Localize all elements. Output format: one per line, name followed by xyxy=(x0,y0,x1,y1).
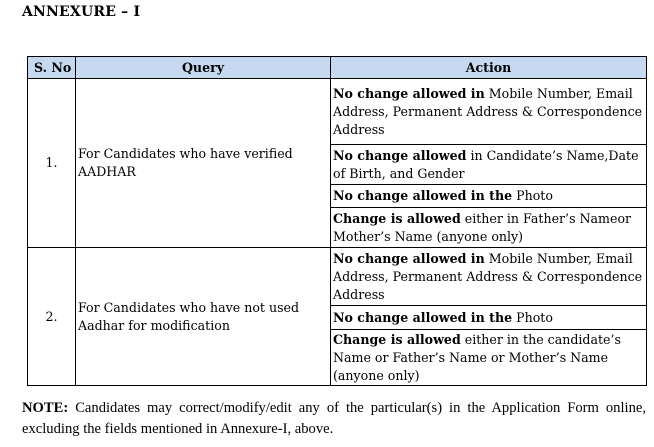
action-text: Mobile Number, Email Address, Permanent Address & Correspondence Address xyxy=(333,85,643,137)
action-cell xyxy=(331,248,647,306)
row-query: For Candidates who have verified AADHAR xyxy=(76,79,331,248)
note-text: Candidates may correct/modify/edit any of the particular(s) in the Application Form online, excluding the fields mentioned in Annexure-I, above. xyxy=(22,400,646,437)
action-bold: No change allowed in the xyxy=(333,188,513,203)
row-query: For Candidates who have not used Aadhar for modification xyxy=(76,248,331,386)
action-text: Mobile Number, Email Address, Permanent Address & Correspondence Address xyxy=(333,250,643,302)
action-bold: No change allowed in the xyxy=(333,309,513,325)
table-row xyxy=(28,248,647,306)
note-paragraph xyxy=(22,398,646,440)
action-bold: Change is allowed xyxy=(333,331,461,347)
action-text: Photo xyxy=(512,309,553,325)
action-cell xyxy=(331,185,647,208)
header-query: Query xyxy=(76,57,331,79)
row-number: 2. xyxy=(28,248,76,386)
action-bold: No change allowed in xyxy=(333,85,485,101)
table-row xyxy=(28,79,647,145)
action-text: either in Father’s Nameor Mother’s Name (anyone only) xyxy=(333,210,632,244)
action-bold: No change allowed in xyxy=(333,250,485,266)
action-text: in Candidate’s Name,Date of Birth, and Gender xyxy=(333,147,639,181)
header-action: Action xyxy=(331,57,647,79)
note-label: NOTE: xyxy=(22,400,69,416)
table-header-row xyxy=(28,57,647,79)
action-cell xyxy=(331,208,647,248)
row-number: 1. xyxy=(28,79,76,248)
action-cell xyxy=(331,79,647,145)
action-cell xyxy=(331,145,647,185)
action-text: either in the candidate’s Name or Father’s Name or Mother’s Name (anyone only) xyxy=(333,331,621,383)
action-cell xyxy=(331,330,647,386)
page-title: ANNEXURE – I xyxy=(22,4,141,20)
header-sno: S. No xyxy=(28,57,76,79)
action-cell xyxy=(331,306,647,330)
action-text: Photo xyxy=(512,188,553,203)
annexure-table xyxy=(27,56,647,386)
action-bold: No change allowed xyxy=(333,147,467,163)
action-bold: Change is allowed xyxy=(333,210,461,226)
